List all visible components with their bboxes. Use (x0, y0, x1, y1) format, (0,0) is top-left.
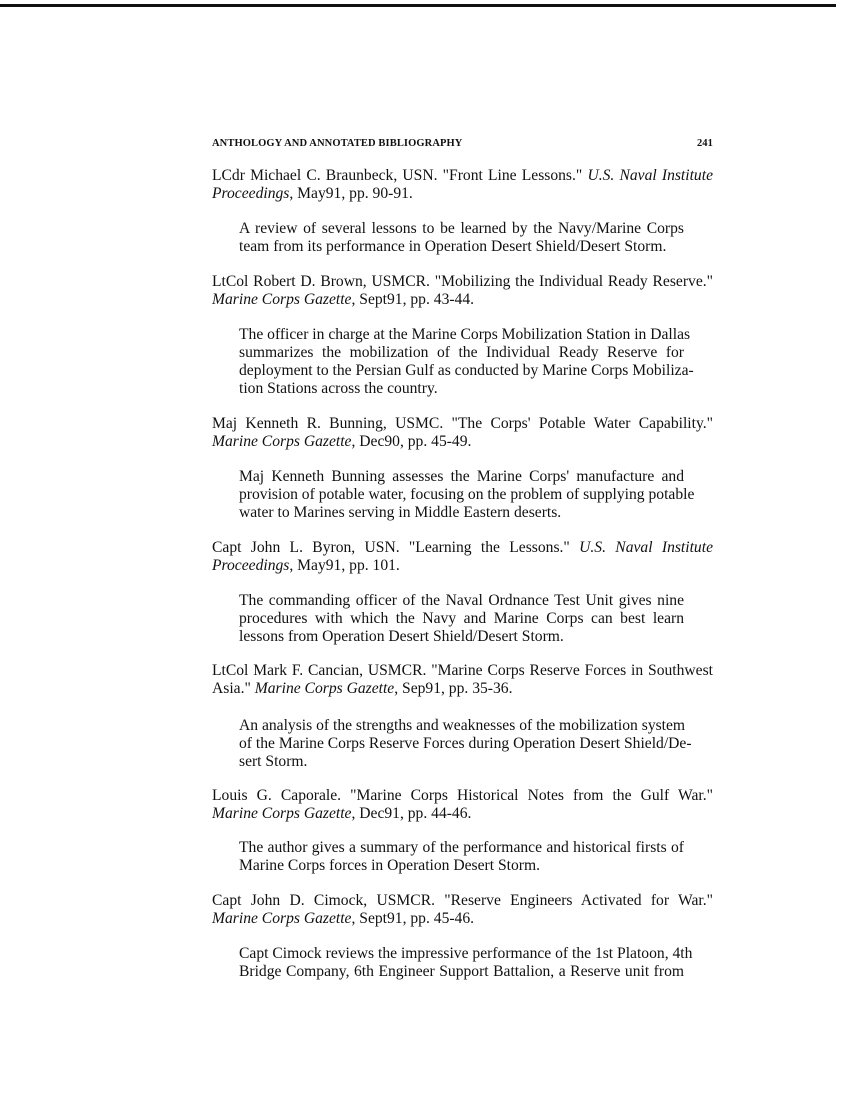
text-line (212, 892, 713, 910)
running-head-title: ANTHOLOGY AND ANNOTATED BIBLIOGRAPHY (212, 138, 463, 149)
text-line (212, 433, 713, 451)
publication-title: Marine Corps Gazette (212, 291, 352, 308)
text-line (239, 220, 684, 238)
text-line (212, 539, 713, 557)
text-segment: , Dec90, pp. 45-49. (351, 433, 472, 450)
text-line (212, 787, 713, 805)
publication-title: U.S. Naval Institute (579, 539, 713, 556)
text-line (239, 717, 684, 735)
bibliography-entry (212, 662, 713, 698)
entry-annotation (239, 839, 684, 875)
text-segment: The author gives a summary of the performance and historical firsts of (239, 839, 684, 856)
text-segment: provision of potable water, focusing on the problem of supplying potable (239, 486, 695, 503)
text-line (239, 362, 694, 380)
text-segment: , Sep91, pp. 35-36. (394, 680, 513, 697)
text-line (212, 185, 713, 203)
text-segment: of the Marine Corps Reserve Forces during Operation Desert Shield/De- (239, 735, 692, 752)
text-line (239, 839, 684, 857)
running-head (212, 138, 713, 149)
text-segment: The commanding officer of the Naval Ordnance Test Unit gives nine (239, 592, 684, 609)
text-segment: Louis G. Caporale. "Marine Corps Historical Notes from the Gulf War." (212, 787, 713, 804)
text-line (239, 628, 684, 646)
bibliography-entry (212, 415, 713, 451)
text-segment: team from its performance in Operation Desert Shield/Desert Storm. (239, 238, 667, 255)
text-segment: , Sept91, pp. 43-44. (351, 291, 475, 308)
text-segment: summarizes the mobilization of the Individual Ready Reserve for (239, 344, 684, 361)
text-line (239, 592, 684, 610)
text-segment: A review of several lessons to be learned by the Navy/Marine Corps (239, 220, 684, 237)
publication-title: U.S. Naval Institute (587, 167, 713, 184)
bibliography-entry (212, 273, 713, 309)
text-line (239, 945, 693, 963)
text-line (239, 857, 684, 875)
text-segment: lessons from Operation Desert Shield/Desert Storm. (239, 628, 564, 645)
entry-annotation (239, 326, 694, 398)
bibliography-entry (212, 539, 713, 575)
publication-title: Proceedings (212, 557, 290, 574)
entry-annotation (239, 468, 695, 522)
top-rule (0, 4, 836, 7)
text-line (212, 680, 713, 698)
text-segment: , May91, pp. 101. (289, 557, 400, 574)
text-line (239, 344, 684, 362)
text-segment: deployment to the Persian Gulf as conducted by Marine Corps Mobiliza- (239, 362, 694, 379)
publication-title: Marine Corps Gazette (254, 680, 395, 697)
text-segment: sert Storm. (239, 753, 308, 770)
text-segment: Capt John D. Cimock, USMCR. "Reserve Engineers Activated for War." (212, 892, 713, 909)
entry-annotation (239, 592, 684, 646)
text-line (212, 557, 713, 575)
text-segment: LtCol Mark F. Cancian, USMCR. "Marine Corps Reserve Forces in Southwest (212, 662, 713, 679)
text-segment: Marine Corps forces in Operation Desert Storm. (239, 857, 540, 874)
text-segment: , May91, pp. 90-91. (289, 185, 413, 202)
text-segment: Maj Kenneth R. Bunning, USMC. "The Corps' Potable Water Capability." (212, 415, 713, 432)
page-number: 241 (696, 138, 713, 149)
bibliography-entry (212, 787, 713, 823)
text-segment: procedures with which the Navy and Marine Corps can best learn (239, 610, 684, 627)
bibliography-entry (212, 892, 713, 928)
text-segment: water to Marines serving in Middle Eastern deserts. (239, 504, 562, 521)
text-line (212, 662, 713, 680)
text-line (239, 504, 684, 522)
text-segment: Maj Kenneth Bunning assesses the Marine Corps' manufacture and (239, 468, 684, 485)
text-segment: , Sept91, pp. 45-46. (351, 910, 475, 927)
publication-title: Marine Corps Gazette (212, 433, 352, 450)
text-line (212, 291, 713, 309)
text-segment: Capt Cimock reviews the impressive performance of the 1st Platoon, 4th (239, 945, 693, 962)
text-line (239, 963, 684, 981)
publication-title: Marine Corps Gazette (212, 910, 352, 927)
entry-annotation (239, 220, 684, 256)
entry-annotation (239, 717, 692, 771)
bibliography-entry (212, 167, 713, 203)
text-line (212, 415, 713, 433)
text-line (239, 468, 684, 486)
entry-annotation (239, 945, 693, 981)
text-segment: The officer in charge at the Marine Corps Mobilization Station in Dallas (239, 326, 691, 343)
text-line (239, 610, 684, 628)
text-line (212, 910, 713, 928)
text-line (212, 273, 713, 291)
publication-title: Proceedings (212, 185, 290, 202)
text-line (239, 326, 691, 344)
text-line (239, 380, 684, 398)
publication-title: Marine Corps Gazette (212, 805, 352, 822)
text-segment: An analysis of the strengths and weaknesses of the mobilization system (239, 717, 686, 734)
text-segment: Bridge Company, 6th Engineer Support Battalion, a Reserve unit from (239, 963, 684, 980)
text-line (239, 486, 695, 504)
text-segment: tion Stations across the country. (239, 380, 438, 397)
text-line (239, 753, 684, 771)
text-line (239, 735, 692, 753)
text-line (212, 167, 713, 185)
text-segment: LCdr Michael C. Braunbeck, USN. "Front Line Lessons." (212, 167, 588, 184)
text-line (239, 238, 684, 256)
text-segment: Capt John L. Byron, USN. "Learning the Lessons." (212, 539, 580, 556)
text-segment: , Dec91, pp. 44-46. (351, 805, 472, 822)
text-line (212, 805, 713, 823)
text-segment: Asia." (212, 680, 255, 697)
text-segment: LtCol Robert D. Brown, USMCR. "Mobilizing the Individual Ready Reserve." (212, 273, 713, 290)
